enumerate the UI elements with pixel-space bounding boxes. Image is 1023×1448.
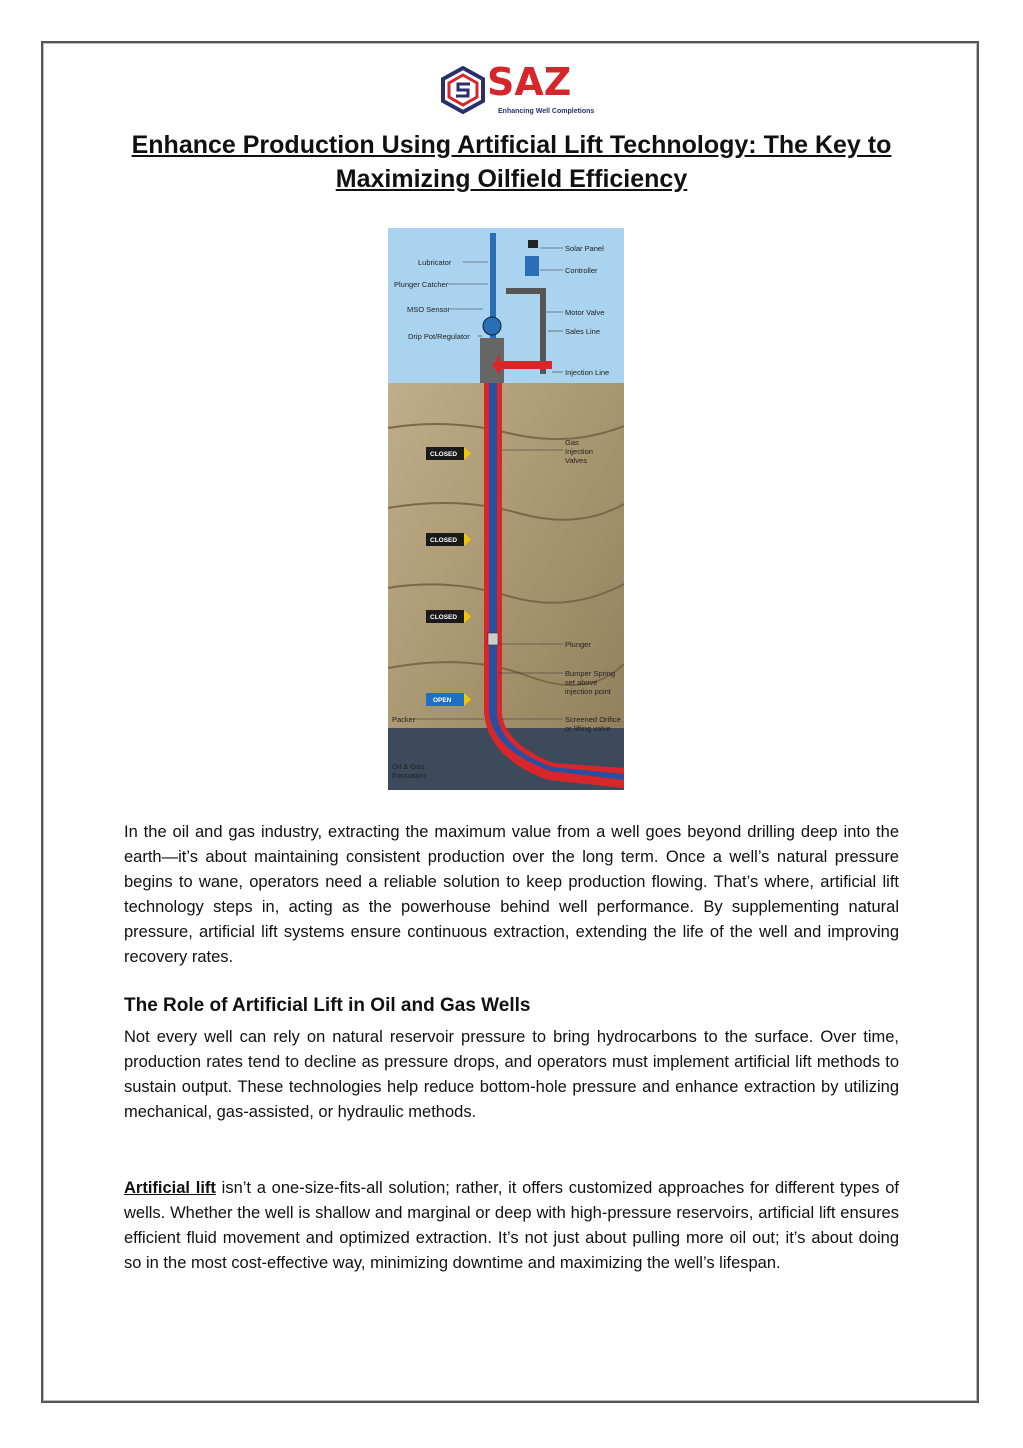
label-injection-line: Injection Line bbox=[565, 368, 610, 377]
label-gas: Gas bbox=[565, 438, 579, 447]
valve-badge-3 bbox=[426, 610, 471, 623]
label-screened-orifice: Screened Orifice bbox=[565, 715, 621, 724]
logo-wordmark: SAZ bbox=[487, 60, 572, 104]
label-motor-valve: Motor Valve bbox=[565, 308, 605, 317]
label-plunger-catcher: Plunger Catcher bbox=[394, 280, 449, 289]
wellhead bbox=[480, 338, 504, 383]
label-oil-gas: Oil & Gas bbox=[392, 762, 425, 771]
section-heading: The Role of Artificial Lift in Oil and Gas Wells bbox=[124, 995, 531, 1016]
badge-closed-1: CLOSED bbox=[430, 451, 458, 458]
label-valves: Valves bbox=[565, 456, 587, 465]
injection-line bbox=[500, 361, 552, 369]
intro-paragraph: In the oil and gas industry, extracting the maximum value from a well goes beyond drilling deep into the earth—it’s about maintaining consistent production over the long term. Once a well’s natural pressure begins to wane, operators need a reliable solution to keep production flowing. That’s where, artificial lift technology steps in, acting as the powerhouse behind well performance. By supplementing natural pressure, artificial lift systems ensure continuous extraction, extending the life of the well and improving recovery rates. bbox=[124, 823, 899, 966]
page-title: Enhance Production Using Artificial Lift Technology: The Key to Maximizing Oilfield Efficiency bbox=[131, 131, 892, 193]
artificial-lift-diagram bbox=[388, 228, 624, 790]
label-injection-point: injection point bbox=[565, 687, 611, 696]
label-drip-pot: Drip Pot/Regulator bbox=[408, 332, 470, 341]
saz-logo bbox=[440, 60, 595, 118]
controller-box bbox=[525, 256, 539, 276]
valve-badge-1 bbox=[426, 447, 471, 460]
valve-badge-2 bbox=[426, 533, 471, 546]
valve-badge-4 bbox=[426, 693, 471, 706]
label-lifting-valve: or lifting valve bbox=[565, 724, 611, 733]
custom-paragraph-text: isn’t a one-size-fits-all solution; rather, it offers customized approaches for different types of wells. Whether the well is shallow and marginal or deep with high-pressure reservoirs, artificial lift ensures efficient fluid movement and optimized extraction. It’s not just about pulling more oil out; it’s about doing so in the most cost-effective way, minimizing downtime and maximizing the well’s lifespan. bbox=[124, 1179, 899, 1272]
label-formation: Formation bbox=[392, 771, 426, 780]
label-solar-panel: Solar Panel bbox=[565, 244, 604, 253]
label-packer: Packer bbox=[392, 715, 416, 724]
label-bumper-spring: Bumper Spring bbox=[565, 669, 616, 678]
label-controller: Controller bbox=[565, 266, 598, 275]
label-mso-sensor: MSO Sensor bbox=[407, 305, 450, 314]
label-injection: Injection bbox=[565, 447, 593, 456]
label-lubricator: Lubricator bbox=[418, 258, 452, 267]
plunger bbox=[488, 633, 498, 645]
artificial-lift-link[interactable]: Artificial lift bbox=[124, 1179, 216, 1197]
badge-closed-3: CLOSED bbox=[430, 614, 458, 621]
tubing-pipe bbox=[489, 383, 497, 713]
role-paragraph: Not every well can rely on natural reservoir pressure to bring hydrocarbons to the surface. Over time, production rates tend to decline as pressure drops, and operators must implement artificial lift methods to sustain output. These technologies help reduce bottom-hole pressure and enhance extraction by utilizing mechanical, gas-assisted, or hydraulic methods. bbox=[124, 1028, 899, 1121]
label-plunger: Plunger bbox=[565, 640, 591, 649]
saz-logo-icon bbox=[440, 66, 486, 114]
label-set-above: set above bbox=[565, 678, 598, 687]
label-sales-line: Sales Line bbox=[565, 327, 601, 336]
logo-tagline: Enhancing Well Completions bbox=[498, 108, 595, 115]
solar-panel bbox=[528, 240, 538, 248]
badge-open: OPEN bbox=[433, 697, 452, 704]
custom-paragraph bbox=[124, 1176, 899, 1276]
mso-sensor bbox=[483, 317, 501, 335]
sales-line bbox=[506, 288, 546, 294]
badge-closed-2: CLOSED bbox=[430, 537, 458, 544]
